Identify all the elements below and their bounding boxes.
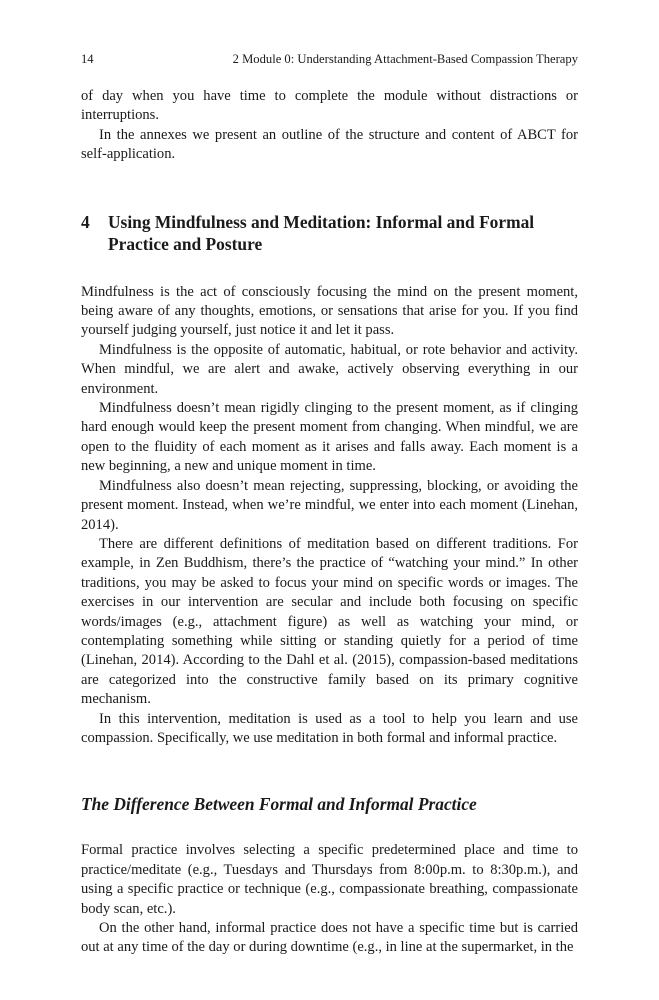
body-paragraph: Mindfulness doesn’t mean rigidly clinging to the present moment, as if clinging hard enough would keep the present moment from changing. When mindful, we are open to the fluidity of each moment as it arises and falls away. Each moment is a new beginning, a new and unique moment in time.	[81, 400, 578, 475]
intro-paragraph: In the annexes we present an outline of the structure and content of ABCT for self-application.	[81, 126, 578, 163]
body-paragraph: Mindfulness is the act of consciously focusing the mind on the present moment, being aware of any thoughts, emotions, or sensations that arise for you. If you find yourself judging yourself, just notice it and let it pass.	[81, 283, 578, 339]
section-number: 4	[81, 211, 90, 232]
body-paragraph: There are different definitions of meditation based on different traditions. For example, in Zen Buddhism, there’s the practice of “watching your mind.” In other traditions, you may be asked to focus your mind on specific words or images. The exercises in our intervention are secular and include both focusing on specific words/images (e.g., attachment figure) as well as watching your mind, or contemplating something while sitting or standing quietly for a period of time (Linehan, 2014). According to the Dahl et al. (2015), compassion-based meditations are categorized into the constructive family based on its primary cognitive mechanism.	[81, 535, 578, 708]
section-title: Using Mindfulness and Meditation: Informal and Formal Practice and Posture	[108, 211, 535, 254]
running-title: 2 Module 0: Understanding Attachment-Based Compassion Therapy	[232, 52, 578, 66]
body-paragraph: On the other hand, informal practice does not have a specific time but is carried out at any time of the day or during downtime (e.g., in line at the supermarket, in the	[81, 920, 578, 956]
body-paragraph: Mindfulness also doesn’t mean rejecting, suppressing, blocking, or avoiding the present moment. Instead, when we’re mindful, we enter into each moment (Linehan, 2014).	[81, 477, 578, 533]
subsection-heading: The Difference Between Formal and Informal Practice	[81, 794, 477, 815]
body-paragraph: In this intervention, meditation is used as a tool to help you learn and use compassion. Specifically, we use meditation in both formal and informal practice.	[81, 710, 578, 746]
page-number: 14	[81, 52, 94, 66]
body-paragraph: Formal practice involves selecting a specific predetermined place and time to practice/meditate (e.g., Tuesdays and Thursdays from 8:00p.m. to 8:30p.m.), and using a specific practice or technique (e.g., compassionate breathing, compassionate body scan, etc.).	[81, 842, 578, 917]
intro-paragraph: of day when you have time to complete the module without distractions or interruptions.	[81, 88, 578, 124]
body-paragraph: Mindfulness is the opposite of automatic, habitual, or rote behavior and activity. When mindful, we are alert and awake, actively observing everything in our environment.	[81, 341, 578, 397]
running-header	[81, 52, 578, 70]
page-body	[81, 87, 578, 958]
section-heading	[81, 211, 578, 255]
